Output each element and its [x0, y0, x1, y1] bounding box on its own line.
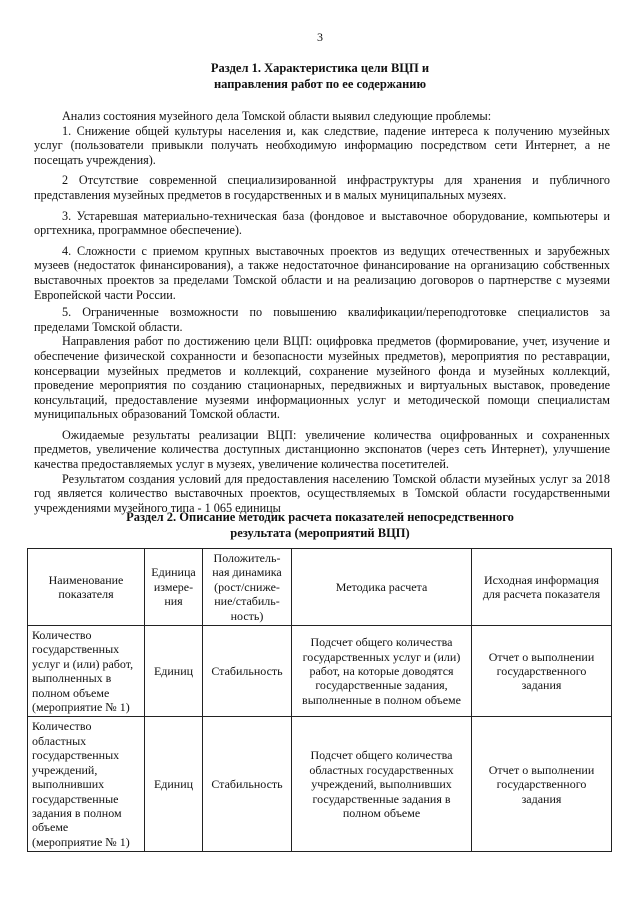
paragraph-problem-3: 3. Устаревшая материально-техническая база (фондовое и выставочное оборудование, компьютеры и оргтехника, программное обеспечение). — [34, 208, 610, 238]
header-indicator-name: Наименование показателя — [28, 549, 145, 626]
cell-source-info: Отчет о выполнении государственного задания — [472, 626, 612, 717]
cell-dynamics: Стабильность — [203, 626, 292, 717]
section-2-title-line-2: результата (мероприятий ВЦП) — [230, 526, 410, 540]
table-header-row — [28, 549, 612, 626]
cell-method: Подсчет общего количества государственных услуг и (или) работ, на которые доводятся государственные задания, выполненные в полном объеме — [292, 626, 472, 717]
paragraph-problem-2: 2 Отсутствие современной специализированной инфраструктуры для хранения и публичного представления музейных предметов в государственных и в малых муниципальных музеях. — [34, 173, 610, 202]
header-dynamics: Положитель-ная динамика (рост/сниже-ние/стабиль-ность) — [203, 549, 292, 626]
paragraph-result: Результатом создания условий для предоставления населению Томской области музейных услуг за 2018 год является количество выставочных проектов, осуществляемых в Томской области государственными учреждениями музейного типа - 1 065 единицы — [34, 471, 610, 515]
paragraph-intro: Анализ состояния музейного дела Томской области выявил следующие проблемы: — [62, 109, 492, 123]
cell-method: Подсчет общего количества областных государственных учреждений, выполнивших государственные задания в полном объеме — [292, 717, 472, 852]
header-method: Методика расчета — [292, 549, 472, 626]
paragraph-work-directions: Направления работ по достижению цели ВЦП: оцифровка предметов (формирование, учет, изучение и обеспечение физической сохранности и безопасности музейных предметов), мероприятия по реставрации, консервации музейных предметов и коллекций, сохранение музейного фонда и музейных коллекций, проведение мероприятия по созданию стационарных, передвижных и виртуальных выставок, проведение консультаций, предоставление музеями информационных услуг и методической помощи специалистам муниципальных образований Томской области. — [34, 334, 610, 422]
cell-indicator-name: Количество областных государственных учреждений, выполнивших государственные задания в полном объеме (мероприятие № 1) — [28, 717, 145, 852]
table-row — [28, 717, 612, 852]
section-1-body — [34, 109, 610, 515]
header-unit: Единица измере-ния — [145, 549, 203, 626]
indicators-table — [27, 548, 612, 852]
page-number: 3 — [317, 30, 323, 44]
cell-unit: Единиц — [145, 717, 203, 852]
paragraph-problem-4: 4. Сложности с приемом крупных выставочных проектов из ведущих отечественных и зарубежных музеев (недостаток финансирования), а также недостаточное финансирование на организацию собственных выставочных проектов за пределами Томской области и на реализацию договоров о партнерстве с музеями Европейской части России. — [34, 243, 610, 302]
cell-indicator-name: Количество государственных услуг и (или) работ, выполненных в полном объеме (мероприятие № 1) — [28, 626, 145, 717]
cell-source-info: Отчет о выполнении государственного задания — [472, 717, 612, 852]
header-source-info: Исходная информация для расчета показателя — [472, 549, 612, 626]
paragraph-expected-results: Ожидаемые результаты реализации ВЦП: увеличение количества оцифрованных и сохраненных предметов, увеличение количества доступных дистанционно экспонатов (через сеть Интернет), улучшение качества предоставляемых услуг в музеях, увеличение количества посетителей. — [34, 427, 610, 472]
cell-unit: Единиц — [145, 626, 203, 717]
section-1-title — [60, 60, 580, 92]
section-2-title-line-1: Раздел 2. Описание методик расчета показателей непосредственного — [126, 510, 514, 524]
section-1-title-line-2: направления работ по ее содержанию — [213, 77, 427, 91]
paragraph-problem-1: 1. Снижение общей культуры населения и, как следствие, падение интереса к получению музейных услуг (пользователи привыкли получать необходимую информацию посредством сети Интернет, а не посещать учреждения). — [34, 123, 610, 167]
cell-dynamics: Стабильность — [203, 717, 292, 852]
table-row — [28, 626, 612, 717]
paragraph-problem-5: 5. Ограниченные возможности по повышению квалификации/переподготовке специалистов за пределами Томской области. — [34, 305, 610, 334]
section-1-title-line-1: Раздел 1. Характеристика цели ВЦП и — [210, 61, 430, 75]
section-2-title — [60, 509, 580, 541]
